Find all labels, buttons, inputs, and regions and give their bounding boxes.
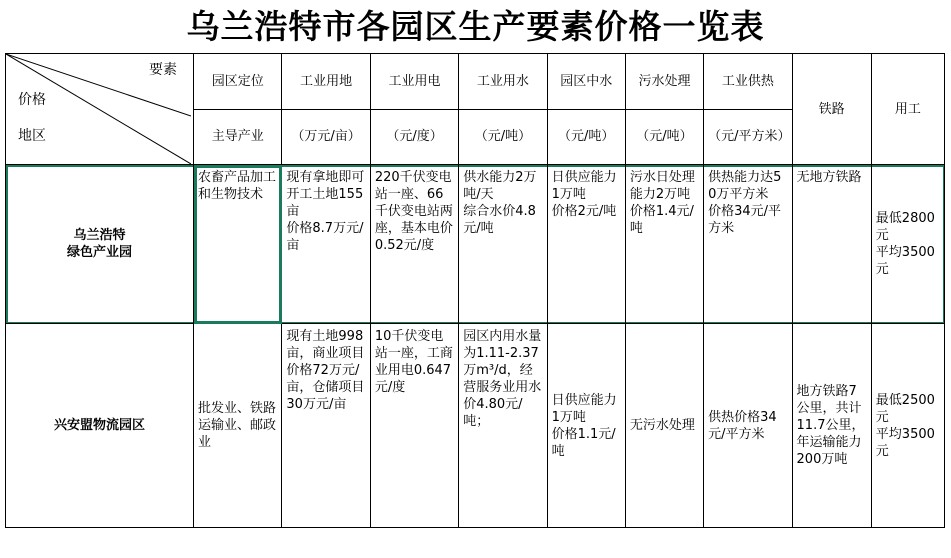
row-2-industrial-power: 10千伏变电站一座，工商业用电0.647元/度 (370, 324, 458, 528)
row-2-labor: 最低2500元 平均3500元 (871, 324, 944, 528)
column-header-1-line2: 主导产业 (194, 109, 282, 165)
row-1-zone-name-line2: 绿色产业园 (66, 245, 132, 260)
row-1-industrial-water: 供水能力2万吨/天 综合水价4.8元/吨 (459, 165, 547, 324)
row-2-zone-name: 兴安盟物流园区 (6, 324, 194, 528)
table-row (6, 165, 945, 324)
axis-label-price: 价格 (18, 92, 46, 108)
column-header-6-line2: （元/吨） (625, 109, 703, 165)
row-2-industrial-water: 园区内用水量为1.11-2.37万m³/d，经营服务业用水价4.80元/吨； (459, 324, 547, 528)
column-header-1-line1: 园区定位 (194, 54, 282, 110)
page-title: 乌兰浩特市各园区生产要素价格一览表 (186, 7, 765, 46)
row-2-industrial-land: 现有土地998亩，商业项目价格72万元/亩，仓储项目30万元/亩 (282, 324, 370, 528)
row-2-reclaimed-water: 日供应能力1万吨 价格1.1元/吨 (547, 324, 625, 528)
column-header-4-line2: （元/吨） (459, 109, 547, 165)
column-header-2-line2: （万元/亩） (282, 109, 370, 165)
column-header-2-line1: 工业用地 (282, 54, 370, 110)
row-1-labor: 最低2800元 平均3500元 (871, 165, 944, 324)
column-header-4-line1: 工业用水 (459, 54, 547, 110)
axis-label-region: 地区 (18, 128, 46, 144)
row-2-railway: 地方铁路7公里，共计11.7公里，年运输能力200万吨 (792, 324, 871, 528)
row-2-heating: 供热价格34元/平方米 (704, 324, 792, 528)
column-header-3-line1: 工业用电 (370, 54, 458, 110)
table-row (6, 324, 945, 528)
column-header-9: 用工 (871, 54, 944, 165)
column-header-7-line1: 工业供热 (704, 54, 792, 110)
row-1-zone-name-line1: 乌兰浩特 (73, 228, 126, 243)
price-table (5, 53, 945, 528)
row-1-industrial-land: 现有拿地即可开工土地155亩 价格8.7万元/亩 (282, 165, 370, 324)
axis-corner-cell (6, 54, 194, 165)
row-1-zone-name (6, 165, 194, 324)
row-2-sewage-treatment: 无污水处理 (625, 324, 703, 528)
column-header-5-line1: 园区中水 (547, 54, 625, 110)
axis-label-factor: 要素 (149, 62, 177, 78)
row-1-railway: 无地方铁路 (792, 165, 871, 324)
row-1-industrial-power: 220千伏变电站一座、66千伏变电站两座，基本电价0.52元/度 (370, 165, 458, 324)
row-1-heating: 供热能力达50万平方米 价格34元/平方米 (704, 165, 792, 324)
column-header-7-line2: （元/平方米） (704, 109, 792, 165)
column-header-6-line1: 污水处理 (625, 54, 703, 110)
row-1-positioning: 农畜产品加工和生物技术 (194, 165, 282, 324)
row-1-sewage-treatment: 污水日处理能力2万吨 价格1.4元/吨 (625, 165, 703, 324)
header-row-1 (6, 54, 945, 110)
column-header-8: 铁路 (792, 54, 871, 165)
column-header-3-line2: （元/度） (370, 109, 458, 165)
row-1-reclaimed-water: 日供应能力1万吨 价格2元/吨 (547, 165, 625, 324)
column-header-5-line2: （元/吨） (547, 109, 625, 165)
row-2-positioning: 批发业、铁路运输业、邮政业 (194, 324, 282, 528)
